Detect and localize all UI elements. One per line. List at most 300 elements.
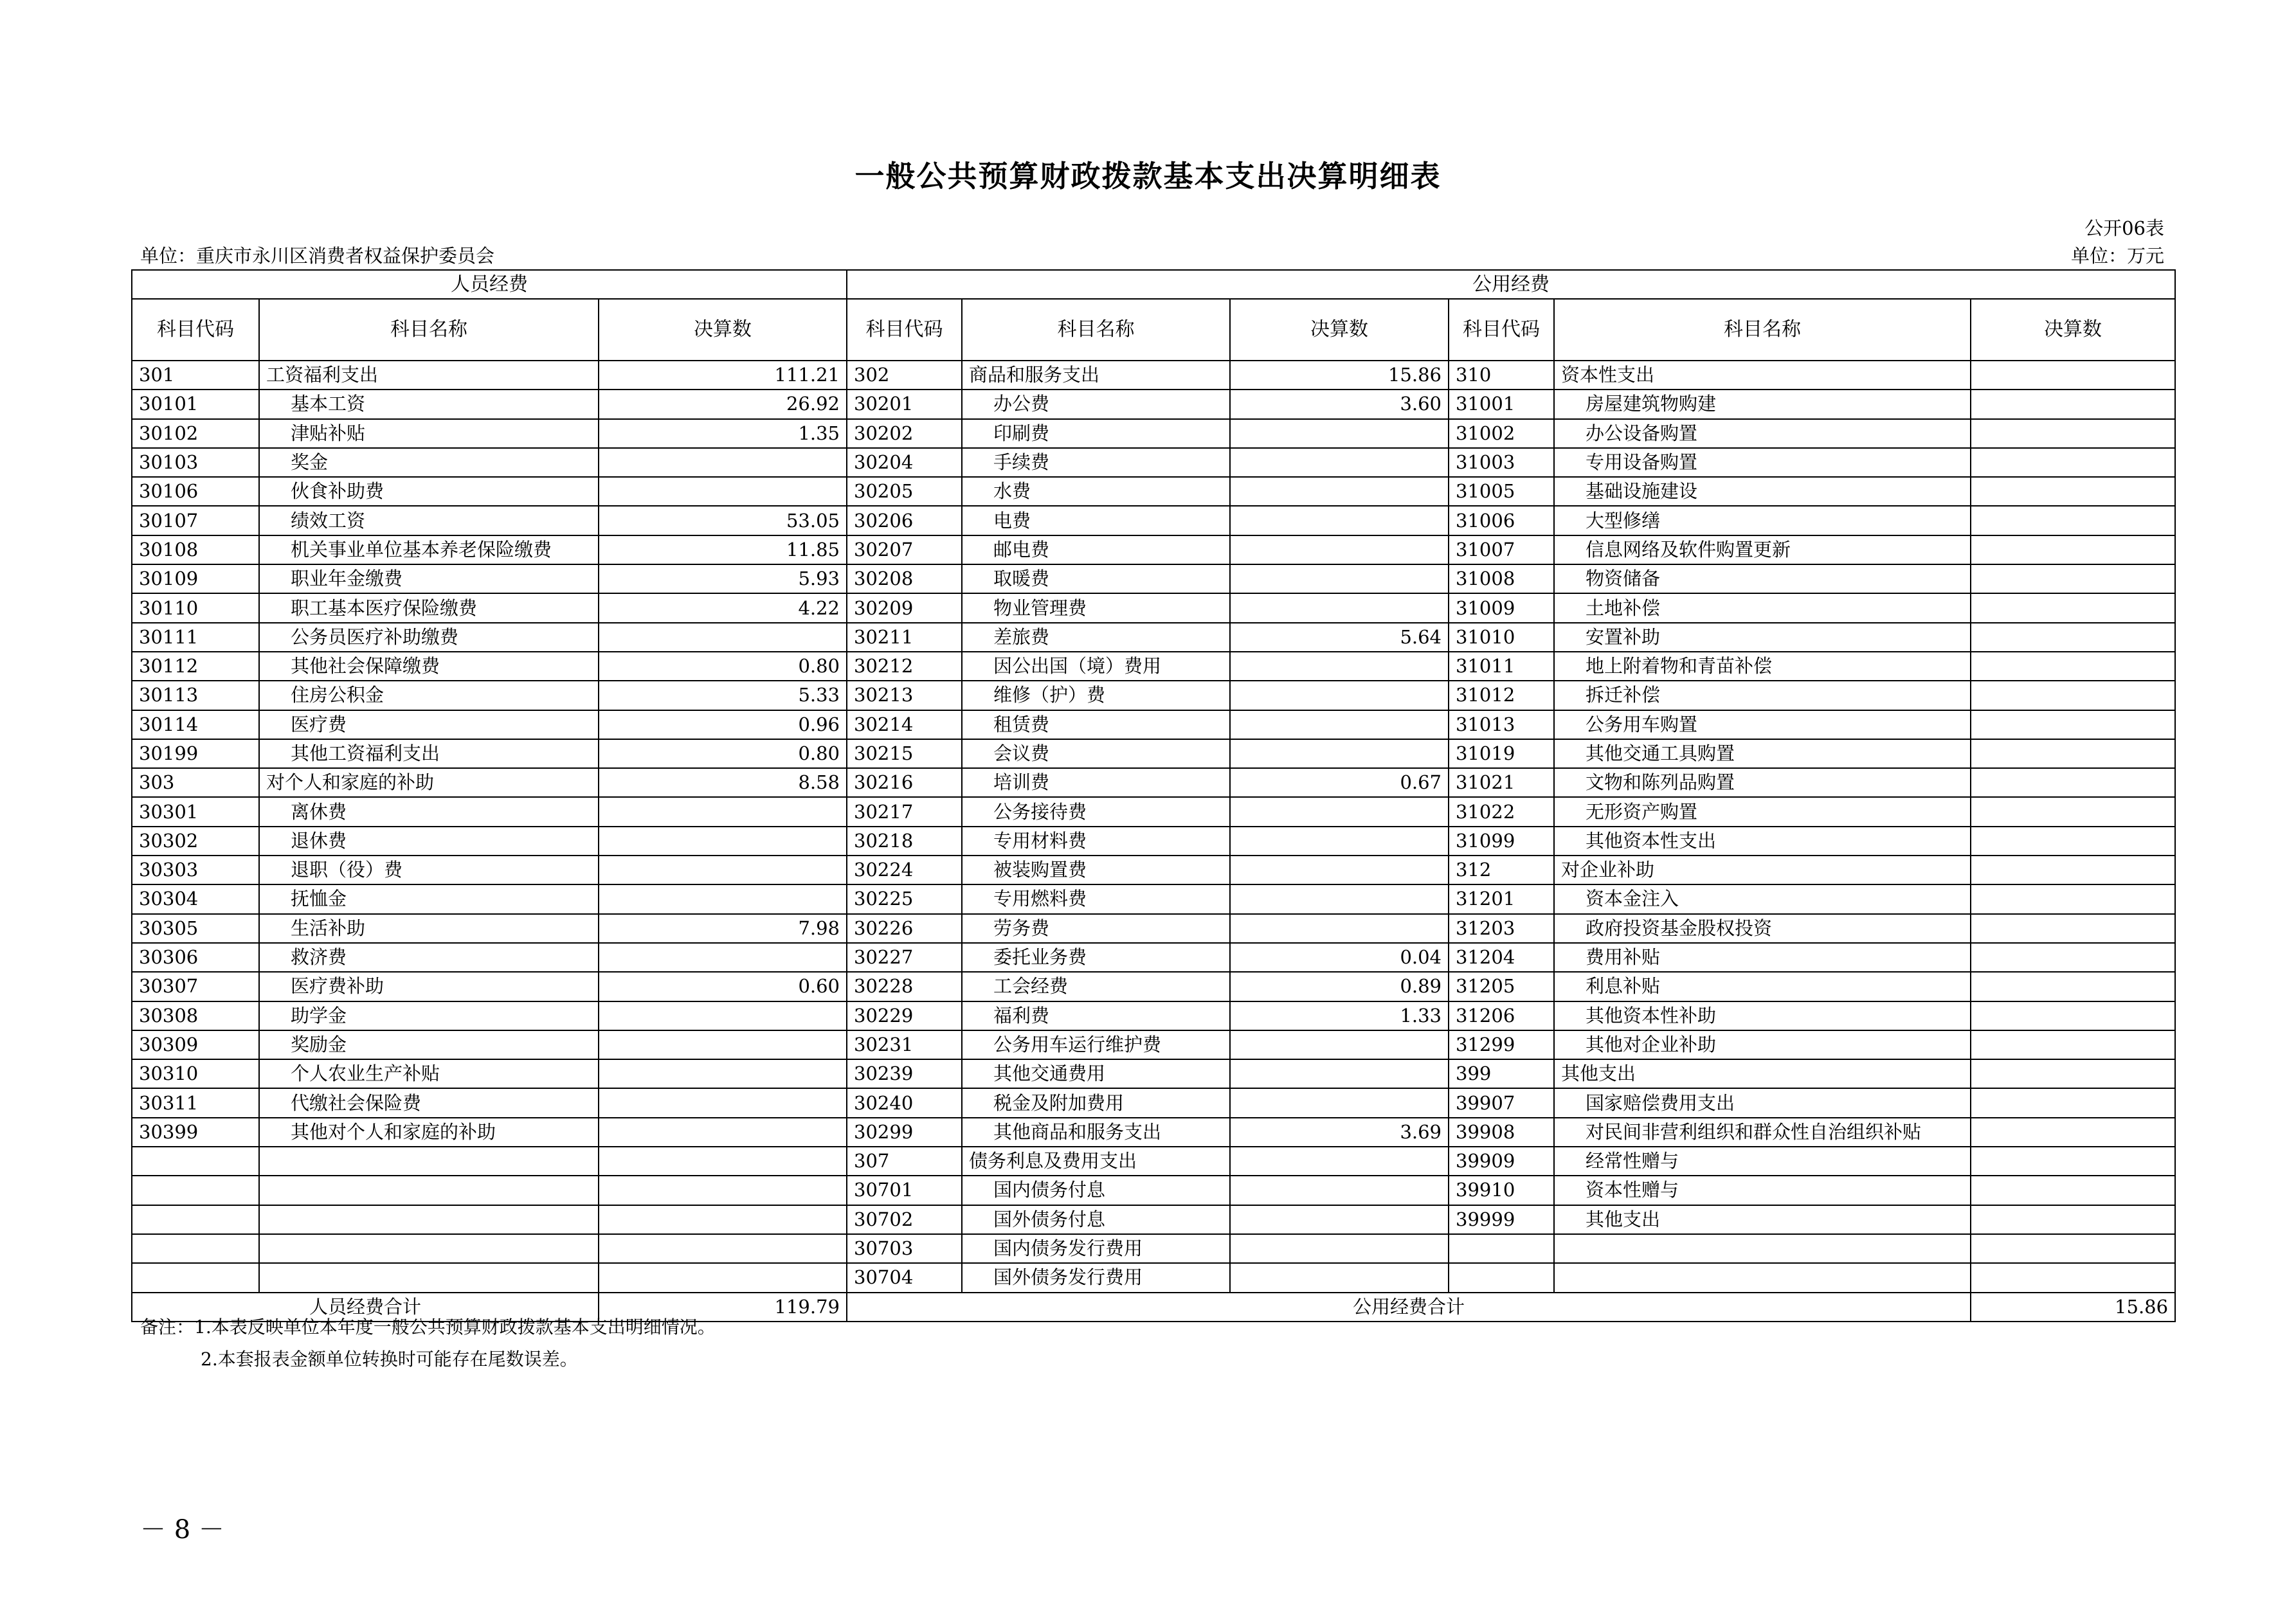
public-code-cell: 30209 [847,593,962,622]
public-name-cell: 国内债务发行费用 [962,1234,1230,1263]
capital-name-cell: 其他交通工具购置 [1554,739,1971,768]
page-number: － 8 － [140,1515,224,1545]
personnel-name-cell: 伙食补助费 [259,477,599,506]
table-row [132,390,2175,418]
public-name-cell: 专用燃料费 [962,884,1230,913]
capital-amount-cell [1971,943,2175,972]
public-amount-cell [1230,1059,1449,1088]
capital-code-cell [1449,1263,1554,1292]
public-code-cell: 30206 [847,506,962,535]
capital-code-cell: 31006 [1449,506,1554,535]
public-name-cell: 国外债务发行费用 [962,1263,1230,1292]
personnel-amount-cell [599,1263,847,1292]
capital-code-cell: 39907 [1449,1088,1554,1117]
capital-name-cell: 资本性赠与 [1554,1176,1971,1205]
personnel-amount-cell: 111.21 [599,361,847,390]
personnel-code-cell: 30310 [132,1059,259,1088]
personnel-code-cell: 30305 [132,914,259,943]
personnel-amount-cell: 1.35 [599,419,847,448]
public-amount-cell [1230,1234,1449,1263]
table-row [132,564,2175,593]
public-code-cell: 30240 [847,1088,962,1117]
capital-name-cell: 大型修缮 [1554,506,1971,535]
personnel-name-cell: 医疗费补助 [259,972,599,1001]
personnel-name-cell: 职工基本医疗保险缴费 [259,593,599,622]
public-name-cell: 办公费 [962,390,1230,418]
capital-amount-cell [1971,1059,2175,1088]
public-name-cell: 手续费 [962,448,1230,477]
public-amount-cell: 0.67 [1230,768,1449,797]
personnel-code-cell [132,1147,259,1176]
capital-code-cell: 312 [1449,856,1554,884]
capital-code-cell: 39909 [1449,1147,1554,1176]
table-row [132,768,2175,797]
personnel-amount-cell: 0.96 [599,710,847,739]
capital-name-cell: 其他支出 [1554,1205,1971,1234]
header-code: 科目代码 [847,299,962,361]
personnel-amount-cell: 8.58 [599,768,847,797]
public-name-cell: 公务用车运行维护费 [962,1030,1230,1059]
capital-amount-cell [1971,710,2175,739]
public-name-cell: 会议费 [962,739,1230,768]
personnel-amount-cell: 0.60 [599,972,847,1001]
table-row [132,419,2175,448]
capital-name-cell: 基础设施建设 [1554,477,1971,506]
personnel-code-cell: 30301 [132,797,259,826]
header-amount: 决算数 [1230,299,1449,361]
capital-name-cell: 信息网络及软件购置更新 [1554,535,1971,564]
public-name-cell: 公务接待费 [962,797,1230,826]
personnel-code-cell: 30110 [132,593,259,622]
capital-code-cell: 31011 [1449,652,1554,681]
public-code-cell: 30702 [847,1205,962,1234]
personnel-name-cell [259,1263,599,1292]
personnel-name-cell: 医疗费 [259,710,599,739]
public-amount-cell: 3.60 [1230,390,1449,418]
capital-amount-cell [1971,477,2175,506]
capital-name-cell: 物资储备 [1554,564,1971,593]
header-name: 科目名称 [1554,299,1971,361]
table-row [132,652,2175,681]
personnel-amount-cell [599,1176,847,1205]
capital-name-cell: 利息补贴 [1554,972,1971,1001]
public-amount-cell [1230,535,1449,564]
table-row [132,1001,2175,1030]
capital-code-cell: 31019 [1449,739,1554,768]
public-name-cell: 租赁费 [962,710,1230,739]
personnel-amount-cell: 11.85 [599,535,847,564]
personnel-name-cell: 生活补助 [259,914,599,943]
public-code-cell: 30204 [847,448,962,477]
personnel-code-cell: 30103 [132,448,259,477]
personnel-amount-cell [599,477,847,506]
public-name-cell: 被装购置费 [962,856,1230,884]
public-name-cell: 取暖费 [962,564,1230,593]
public-amount-cell [1230,564,1449,593]
public-amount-cell [1230,681,1449,710]
capital-code-cell: 31013 [1449,710,1554,739]
public-code-cell: 30231 [847,1030,962,1059]
personnel-total-label: 人员经费合计 [132,1293,599,1322]
table-row [132,593,2175,622]
personnel-amount-cell: 0.80 [599,652,847,681]
personnel-name-cell: 公务员医疗补助缴费 [259,623,599,652]
public-code-cell: 30208 [847,564,962,593]
personnel-amount-cell [599,884,847,913]
capital-amount-cell [1971,1205,2175,1234]
personnel-name-cell: 奖金 [259,448,599,477]
capital-code-cell: 31002 [1449,419,1554,448]
capital-code-cell: 31012 [1449,681,1554,710]
capital-name-cell: 其他资本性补助 [1554,1001,1971,1030]
header-amount: 决算数 [1971,299,2175,361]
capital-code-cell: 31001 [1449,390,1554,418]
public-amount-cell [1230,827,1449,856]
public-name-cell: 福利费 [962,1001,1230,1030]
capital-amount-cell [1971,1176,2175,1205]
public-name-cell: 电费 [962,506,1230,535]
capital-name-cell: 办公设备购置 [1554,419,1971,448]
table-row [132,1234,2175,1263]
section-header-row [132,270,2175,299]
personnel-name-cell: 机关事业单位基本养老保险缴费 [259,535,599,564]
table-row [132,856,2175,884]
table-row [132,972,2175,1001]
capital-code-cell: 310 [1449,361,1554,390]
personnel-amount-cell: 5.33 [599,681,847,710]
capital-name-cell: 公务用车购置 [1554,710,1971,739]
personnel-code-cell: 30308 [132,1001,259,1030]
personnel-code-cell: 30311 [132,1088,259,1117]
public-amount-cell [1230,419,1449,448]
table-row [132,1205,2175,1234]
capital-code-cell: 31099 [1449,827,1554,856]
personnel-name-cell: 退休费 [259,827,599,856]
personnel-code-cell [132,1205,259,1234]
public-amount-cell: 0.04 [1230,943,1449,972]
capital-code-cell [1449,1234,1554,1263]
public-code-cell: 30216 [847,768,962,797]
public-name-cell: 差旅费 [962,623,1230,652]
personnel-code-cell: 30112 [132,652,259,681]
table-row [132,1030,2175,1059]
personnel-amount-cell [599,1234,847,1263]
table-row [132,535,2175,564]
public-amount-cell: 0.89 [1230,972,1449,1001]
capital-code-cell: 39999 [1449,1205,1554,1234]
personnel-name-cell: 其他工资福利支出 [259,739,599,768]
capital-code-cell: 31206 [1449,1001,1554,1030]
capital-code-cell: 31008 [1449,564,1554,593]
public-amount-cell [1230,1176,1449,1205]
public-amount-cell [1230,652,1449,681]
capital-name-cell: 其他支出 [1554,1059,1971,1088]
public-code-cell: 30217 [847,797,962,826]
capital-amount-cell [1971,797,2175,826]
public-name-cell: 债务利息及费用支出 [962,1147,1230,1176]
capital-name-cell: 对企业补助 [1554,856,1971,884]
capital-name-cell: 专用设备购置 [1554,448,1971,477]
capital-amount-cell [1971,593,2175,622]
public-amount-cell [1230,710,1449,739]
table-row [132,1118,2175,1147]
personnel-amount-cell: 5.93 [599,564,847,593]
public-name-cell: 委托业务费 [962,943,1230,972]
capital-name-cell [1554,1234,1971,1263]
expenditure-table [131,269,2176,1322]
capital-name-cell: 地上附着物和青苗补偿 [1554,652,1971,681]
table-row [132,448,2175,477]
table-row [132,739,2175,768]
personnel-name-cell [259,1205,599,1234]
public-code-cell: 30202 [847,419,962,448]
capital-code-cell: 39908 [1449,1118,1554,1147]
capital-code-cell: 31009 [1449,593,1554,622]
capital-name-cell: 其他对企业补助 [1554,1030,1971,1059]
capital-code-cell: 39910 [1449,1176,1554,1205]
table-row [132,681,2175,710]
capital-name-cell: 政府投资基金股权投资 [1554,914,1971,943]
capital-code-cell: 31203 [1449,914,1554,943]
public-code-cell: 30207 [847,535,962,564]
personnel-name-cell: 基本工资 [259,390,599,418]
capital-code-cell: 31005 [1449,477,1554,506]
public-code-cell: 30239 [847,1059,962,1088]
capital-amount-cell [1971,1001,2175,1030]
column-header-row [132,299,2175,361]
personnel-name-cell: 代缴社会保险费 [259,1088,599,1117]
personnel-name-cell: 离休费 [259,797,599,826]
table-row [132,1176,2175,1205]
personnel-code-cell: 30109 [132,564,259,593]
public-code-cell: 30224 [847,856,962,884]
personnel-code-cell: 30309 [132,1030,259,1059]
personnel-name-cell: 津贴补贴 [259,419,599,448]
personnel-amount-cell [599,943,847,972]
table-row [132,623,2175,652]
personnel-code-cell: 30306 [132,943,259,972]
capital-name-cell: 安置补助 [1554,623,1971,652]
public-code-cell: 30227 [847,943,962,972]
public-code-cell: 30214 [847,710,962,739]
personnel-name-cell: 奖励金 [259,1030,599,1059]
note-2: 2.本套报表金额单位转换时可能存在尾数误差。 [201,1349,578,1370]
public-amount-cell: 1.33 [1230,1001,1449,1030]
personnel-name-cell: 抚恤金 [259,884,599,913]
personnel-amount-cell [599,1118,847,1147]
personnel-amount-cell: 53.05 [599,506,847,535]
personnel-code-cell: 30108 [132,535,259,564]
personnel-code-cell: 303 [132,768,259,797]
public-amount-cell: 3.69 [1230,1118,1449,1147]
table-number: 公开06表 [2084,217,2164,239]
public-code-cell: 30226 [847,914,962,943]
public-amount-cell [1230,1263,1449,1292]
public-amount-cell [1230,1147,1449,1176]
capital-code-cell: 31003 [1449,448,1554,477]
personnel-code-cell: 30106 [132,477,259,506]
capital-name-cell: 其他资本性支出 [1554,827,1971,856]
header-code: 科目代码 [1449,299,1554,361]
personnel-name-cell: 个人农业生产补贴 [259,1059,599,1088]
personnel-name-cell: 退职（役）费 [259,856,599,884]
capital-name-cell: 对民间非营利组织和群众性自治组织补贴 [1554,1118,1971,1147]
personnel-amount-cell [599,827,847,856]
capital-name-cell: 资本金注入 [1554,884,1971,913]
public-code-cell: 30215 [847,739,962,768]
personnel-name-cell: 其他对个人和家庭的补助 [259,1118,599,1147]
capital-amount-cell [1971,390,2175,418]
personnel-amount-cell: 0.80 [599,739,847,768]
capital-amount-cell [1971,1030,2175,1059]
personnel-code-cell: 30107 [132,506,259,535]
capital-name-cell: 房屋建筑物购建 [1554,390,1971,418]
personnel-amount-cell [599,1088,847,1117]
table-row [132,361,2175,390]
public-name-cell: 商品和服务支出 [962,361,1230,390]
personnel-total-value: 119.79 [599,1293,847,1322]
notes [140,1311,716,1376]
capital-amount-cell [1971,652,2175,681]
personnel-code-cell: 30113 [132,681,259,710]
capital-amount-cell [1971,1118,2175,1147]
capital-amount-cell [1971,564,2175,593]
public-code-cell: 30225 [847,884,962,913]
public-name-cell: 专用材料费 [962,827,1230,856]
public-name-cell: 其他商品和服务支出 [962,1118,1230,1147]
public-code-cell: 30211 [847,623,962,652]
personnel-name-cell: 救济费 [259,943,599,972]
section-personnel: 人员经费 [132,270,847,299]
personnel-code-cell: 30111 [132,623,259,652]
unit-measure: 单位：万元 [2070,245,2164,267]
public-code-cell: 30213 [847,681,962,710]
capital-code-cell: 31010 [1449,623,1554,652]
capital-amount-cell [1971,623,2175,652]
capital-name-cell: 国家赔偿费用支出 [1554,1088,1971,1117]
capital-code-cell: 31022 [1449,797,1554,826]
header-amount: 决算数 [599,299,847,361]
personnel-amount-cell [599,856,847,884]
personnel-code-cell: 30101 [132,390,259,418]
table-row [132,710,2175,739]
note-1: 备注：1.本表反映单位本年度一般公共预算财政拨款基本支出明细情况。 [140,1316,716,1338]
table-row [132,477,2175,506]
personnel-name-cell: 工资福利支出 [259,361,599,390]
table-row [132,1147,2175,1176]
capital-name-cell: 拆迁补偿 [1554,681,1971,710]
capital-amount-cell [1971,768,2175,797]
capital-name-cell: 费用补贴 [1554,943,1971,972]
header-code: 科目代码 [132,299,259,361]
public-code-cell: 30228 [847,972,962,1001]
capital-code-cell: 31204 [1449,943,1554,972]
personnel-name-cell [259,1176,599,1205]
public-amount-cell [1230,477,1449,506]
public-total-label: 公用经费合计 [847,1293,1971,1322]
section-public: 公用经费 [847,270,2175,299]
capital-amount-cell [1971,856,2175,884]
capital-amount-cell [1971,827,2175,856]
public-code-cell: 307 [847,1147,962,1176]
public-code-cell: 30299 [847,1118,962,1147]
public-name-cell: 物业管理费 [962,593,1230,622]
personnel-amount-cell [599,1147,847,1176]
public-name-cell: 因公出国（境）费用 [962,652,1230,681]
public-name-cell: 维修（护）费 [962,681,1230,710]
personnel-code-cell: 30303 [132,856,259,884]
capital-code-cell: 31007 [1449,535,1554,564]
public-amount-cell [1230,593,1449,622]
personnel-code-cell: 30199 [132,739,259,768]
capital-name-cell: 无形资产购置 [1554,797,1971,826]
public-code-cell: 30229 [847,1001,962,1030]
public-name-cell: 水费 [962,477,1230,506]
capital-amount-cell [1971,361,2175,390]
public-code-cell: 30205 [847,477,962,506]
table-row [132,884,2175,913]
personnel-code-cell: 30114 [132,710,259,739]
personnel-amount-cell [599,448,847,477]
public-code-cell: 30704 [847,1263,962,1292]
personnel-code-cell: 30302 [132,827,259,856]
public-amount-cell [1230,856,1449,884]
personnel-code-cell: 301 [132,361,259,390]
table-row [132,1263,2175,1292]
public-name-cell: 工会经费 [962,972,1230,1001]
public-amount-cell [1230,1205,1449,1234]
public-amount-cell [1230,797,1449,826]
public-amount-cell [1230,914,1449,943]
personnel-amount-cell [599,1205,847,1234]
table-row [132,943,2175,972]
public-code-cell: 302 [847,361,962,390]
table-row [132,914,2175,943]
capital-name-cell: 经常性赠与 [1554,1147,1971,1176]
public-amount-cell [1230,506,1449,535]
public-name-cell: 其他交通费用 [962,1059,1230,1088]
public-name-cell: 国内债务付息 [962,1176,1230,1205]
public-code-cell: 30212 [847,652,962,681]
public-amount-cell: 5.64 [1230,623,1449,652]
personnel-name-cell: 对个人和家庭的补助 [259,768,599,797]
public-code-cell: 30201 [847,390,962,418]
public-name-cell: 培训费 [962,768,1230,797]
capital-code-cell: 31205 [1449,972,1554,1001]
capital-name-cell: 文物和陈列品购置 [1554,768,1971,797]
personnel-code-cell [132,1263,259,1292]
personnel-amount-cell [599,1059,847,1088]
capital-amount-cell [1971,1263,2175,1292]
public-name-cell: 税金及附加费用 [962,1088,1230,1117]
personnel-code-cell: 30399 [132,1118,259,1147]
public-total-value: 15.86 [1971,1293,2175,1322]
table-row [132,1088,2175,1117]
header-name: 科目名称 [259,299,599,361]
personnel-code-cell: 30307 [132,972,259,1001]
personnel-code-cell: 30102 [132,419,259,448]
personnel-code-cell [132,1234,259,1263]
personnel-amount-cell: 7.98 [599,914,847,943]
capital-amount-cell [1971,535,2175,564]
capital-name-cell [1554,1263,1971,1292]
public-amount-cell [1230,739,1449,768]
public-name-cell: 劳务费 [962,914,1230,943]
personnel-name-cell: 职业年金缴费 [259,564,599,593]
capital-amount-cell [1971,1234,2175,1263]
capital-amount-cell [1971,884,2175,913]
personnel-name-cell: 住房公积金 [259,681,599,710]
